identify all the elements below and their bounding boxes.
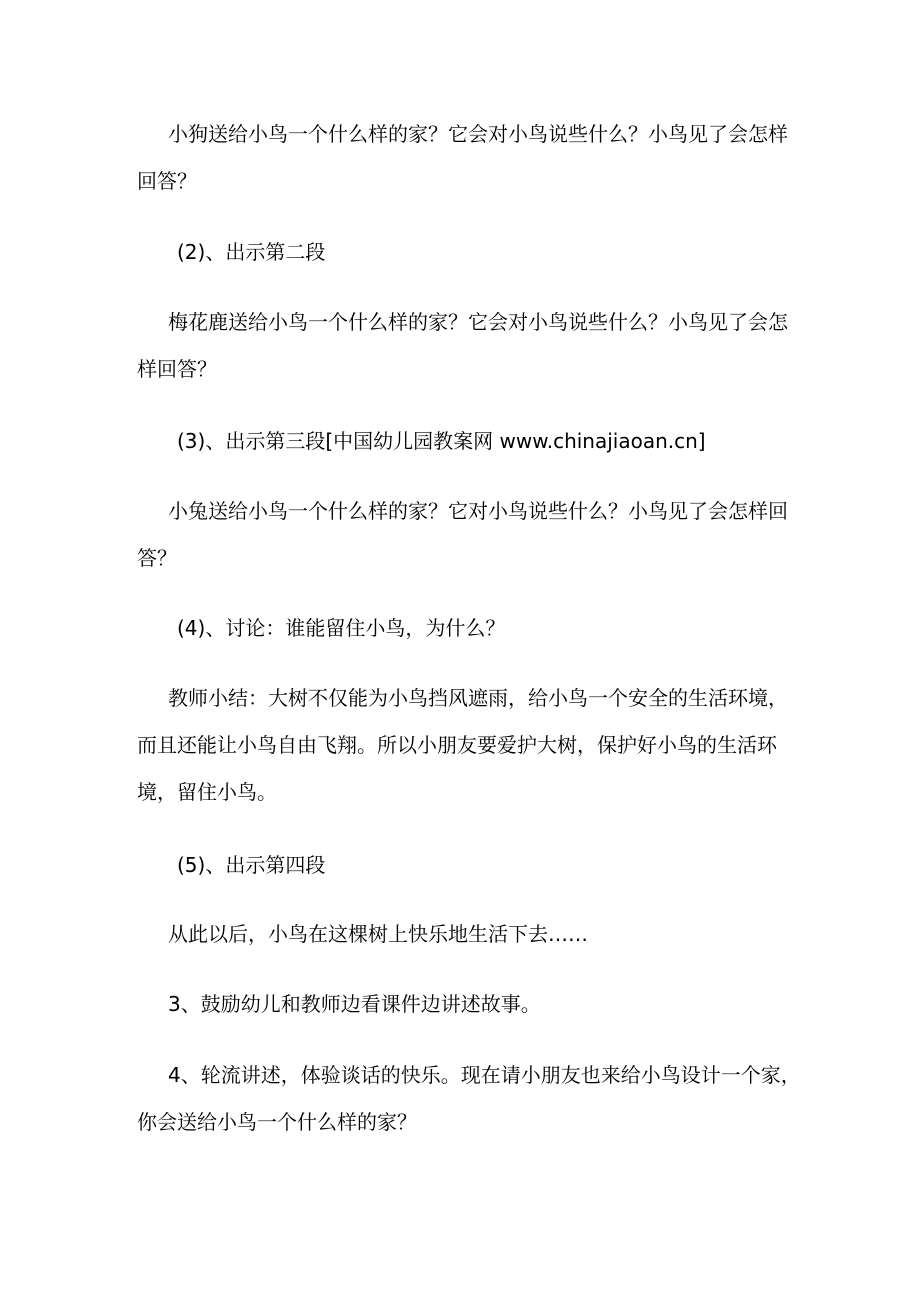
section-heading-2: (2)、出示第二段 [177,240,326,264]
paragraph-teacher-summary: 教师小结：大树不仅能为小鸟挡风遮雨，给小鸟一个安全的生活环境，而且还能让小鸟自由飞翔。所以小朋友要爱护大树，保护好小鸟的生活环境，留住小鸟。 [137,686,788,804]
section-heading-5: (5)、出示第四段 [177,853,326,877]
section-heading-4: (4)、讨论：谁能留住小鸟，为什么？ [177,616,506,640]
paragraph-step-4: 4、轮流讲述，体验谈话的快乐。现在请小朋友也来给小鸟设计一个家，你会送给小鸟一个什么样的家？ [137,1063,801,1134]
paragraph-bird-lives-happily: 从此以后，小鸟在这棵树上快乐地生活下去…… [168,922,588,946]
paragraph-step-3: 3、鼓励幼儿和教师边看课件边讲述故事。 [168,992,541,1016]
paragraph-dog-home: 小狗送给小鸟一个什么样的家？它会对小鸟说些什么？小鸟见了会怎样回答？ [137,122,788,193]
paragraph-rabbit-home: 小兔送给小鸟一个什么样的家？它对小鸟说些什么？小鸟见了会怎样回答？ [137,499,788,570]
paragraph-deer-home: 梅花鹿送给小鸟一个什么样的家？它会对小鸟说些什么？小鸟见了会怎样回答？ [137,310,788,381]
section-heading-3: (3)、出示第三段[中国幼儿园教案网 www.chinajiaoan.cn] [177,429,706,453]
